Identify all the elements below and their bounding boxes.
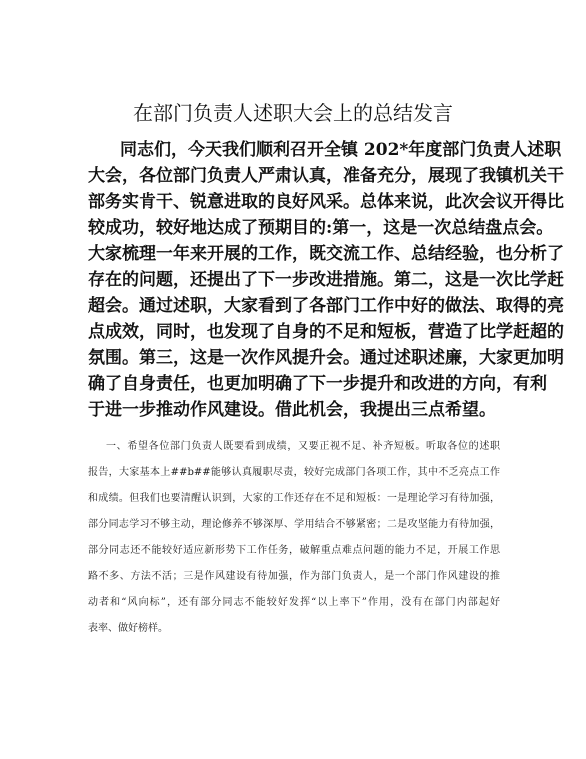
intro-paragraph <box>88 137 564 423</box>
section-line: 部分同志学习不够主动，理论修养不够深厚、学用结合不够紧密；二是攻坚能力有待加强， <box>88 519 500 530</box>
intro-line: 氛围。第三，这是一次作风提升会。通过述职述廉，大家更加明 <box>88 348 564 368</box>
section-line: 动者和“风向标”，还有部分同志不能较好发挥“以上率下”作用，没有在部门内部起好 <box>88 597 500 608</box>
document-title: 在部门负责人述职大会上的总结发言 <box>133 101 453 125</box>
section-line: 部分同志还不能较好适应新形势下工作任务，破解重点难点问题的能力不足，开展工作思 <box>88 545 500 556</box>
section-line: 路不多、方法不活；三是作风建设有待加强，作为部门负责人，是一个部门作风建设的推 <box>88 571 500 582</box>
intro-line: 部务实肯干、锐意进取的良好风采。总体来说，此次会议开得比 <box>88 192 564 212</box>
section-line: 一、希望各位部门负责人既要看到成绩，又要正视不足、补齐短板。听取各位的述职 <box>106 441 500 452</box>
section-line: 表率、做好榜样。 <box>88 623 168 634</box>
intro-line: 点成效，同时，也发现了自身的不足和短板，营造了比学赶超的 <box>88 322 564 342</box>
intro-line: 确了自身责任，也更加明确了下一步提升和改进的方向，有利 <box>88 374 547 394</box>
section-one-paragraph <box>88 434 500 642</box>
section-line: 报告，大家基本上##b##能够认真履职尽责，较好完成部门各项工作，其中不乏亮点工作 <box>88 467 500 478</box>
intro-line: 同志们，今天我们顺利召开全镇 202*年度部门负责人述职 <box>120 140 562 160</box>
intro-line: 存在的问题，还提出了下一步改进措施。第二，这是一次比学赶 <box>88 270 564 290</box>
intro-line: 较成功，较好地达成了预期目的:第一，这是一次总结盘点会。 <box>88 218 554 238</box>
intro-line: 超会。通过述职，大家看到了各部门工作中好的做法、取得的亮 <box>88 296 564 316</box>
intro-line: 大家梳理一年来开展的工作，既交流工作、总结经验，也分析了 <box>88 244 564 264</box>
intro-line: 于进一步推动作风建设。借此机会，我提出三点希望。 <box>88 400 496 420</box>
section-line: 和成绩。但我们也要清醒认识到，大家的工作还存在不足和短板：一是理论学习有待加强， <box>88 493 500 504</box>
intro-line: 大会，各位部门负责人严肃认真，准备充分，展现了我镇机关干 <box>88 166 564 186</box>
